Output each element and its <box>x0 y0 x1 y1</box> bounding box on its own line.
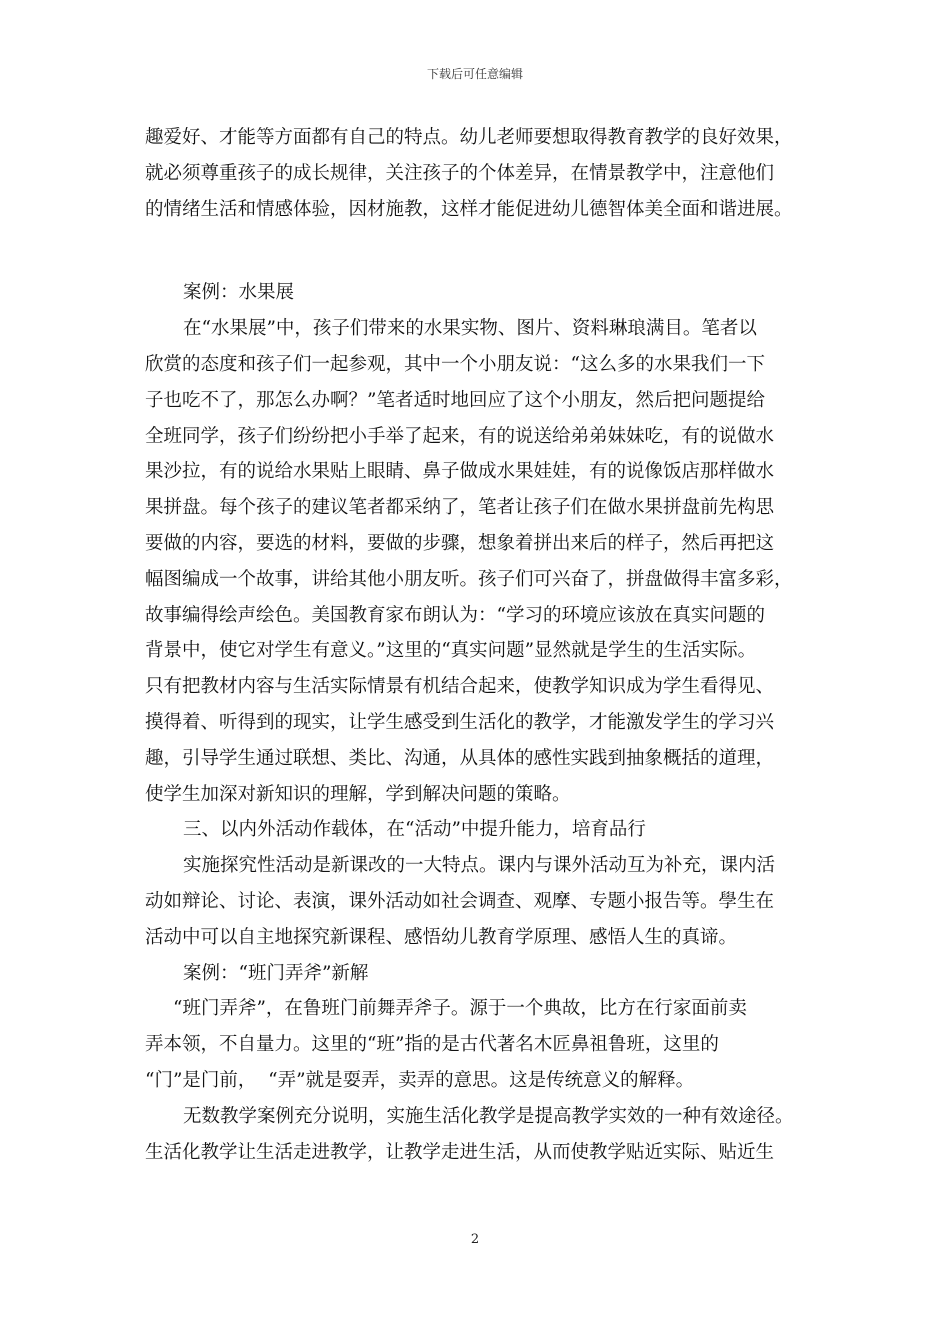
text-line: 生活化教学让生活走进教学，让教学走进生活，从而使教学贴近实际、贴近生 <box>145 1141 775 1163</box>
text-line: 趣，引导学生通过联想、类比、沟通，从具体的感性实践到抽象概括的道理， <box>145 747 775 769</box>
text-line: 故事编得绘声绘色。美国教育家布朗认为：“学习的环境应该放在真实问题的 <box>145 604 765 626</box>
section-heading-3: 三、以内外活动作载体，在“活动”中提升能力，培育品行 <box>183 819 646 841</box>
text-line: 欣赏的态度和孩子们一起参观，其中一个小朋友说：“这么多的水果我们一下 <box>145 353 765 375</box>
case-title-banmen-nongfu: 案例：“班门弄斧”新解 <box>183 962 369 984</box>
paragraph-5 <box>145 1099 809 1171</box>
text-line: 就必须尊重孩子的成长规律，关注孩子的个体差异，在情景教学中，注意他们 <box>145 162 775 184</box>
paragraph-1 <box>145 120 809 227</box>
text-line: 子也吃不了，那怎么办啊？”笔者适时地回应了这个小朋友，然后把问题提给 <box>145 389 765 411</box>
text-line: 无数教学案例充分说明，实施生活化教学是提高教学实效的一种有效途径。 <box>183 1105 794 1127</box>
paragraph-gap <box>145 227 809 275</box>
page-number: 2 <box>470 1232 480 1247</box>
text-line: “班门弄斧”，在鲁班门前舞弄斧子。源于一个典故，比方在行家面前卖 <box>173 998 747 1020</box>
text-line: 只有把教材内容与生活实际情景有机结合起来，使教学知识成为学生看得见、 <box>145 676 775 698</box>
paragraph-2 <box>145 311 809 812</box>
text-line: 活动中可以自主地探究新课程、感悟幼儿教育学原理、感悟人生的真谛。 <box>145 926 738 948</box>
text-line: 摸得着、听得到的现实，让学生感受到生活化的教学，才能激发学生的学习兴 <box>145 711 775 733</box>
text-line: 趣爱好、才能等方面都有自己的特点。幼儿老师要想取得教育教学的良好效果， <box>145 127 793 148</box>
text-line: 使学生加深对新知识的理解，学到解决问题的策略。 <box>145 783 571 805</box>
text-line: 幅图编成一个故事，讲给其他小朋友听。孩子们可兴奋了，拼盘做得丰富多彩， <box>145 568 793 590</box>
text-line: 弄本领，不自量力。这里的“班”指的是古代著名木匠鼻祖鲁班，这里的 <box>145 1034 719 1056</box>
case-title-fruit-show: 案例：水果展 <box>183 282 295 304</box>
paragraph-4 <box>145 991 809 1098</box>
text-line: 全班同学，孩子们纷纷把小手举了起来，有的说送给弟弟妹妹吃，有的说做水 <box>145 425 775 447</box>
text-line: 果沙拉，有的说给水果贴上眼睛、鼻子做成水果娃娃，有的说像饭店那样做水 <box>145 461 775 483</box>
paragraph-3 <box>145 848 809 955</box>
text-line: 动如辩论、讨论、表演，课外活动如社会调查、观摩、专题小报告等。學生在 <box>145 890 775 912</box>
document-body <box>145 120 809 1170</box>
text-line: 实施探究性活动是新课改的一大特点。课内与课外活动互为补充，课内活 <box>183 855 776 877</box>
text-line: 果拼盘。每个孩子的建议笔者都采纳了，笔者让孩子们在做水果拼盘前先构思 <box>145 497 775 519</box>
text-line: 在“水果展”中，孩子们带来的水果实物、图片、资料琳琅满目。笔者以 <box>183 318 757 340</box>
text-line: 背景中，使它对学生有意义。”这里的“真实问题”显然就是学生的生活实际。 <box>145 640 757 662</box>
text-line: 要做的内容，要选的材料，要做的步骤，想象着拼出来后的样子，然后再把这 <box>145 532 775 554</box>
page-header: 下载后可任意编辑 <box>426 67 523 81</box>
text-line: “门”是门前， “弄”就是耍弄，卖弄的意思。这是传统意义的解释。 <box>145 1069 695 1091</box>
text-line: 的情绪生活和情感体验，因材施教，这样才能促进幼儿德智体美全面和谐进展。 <box>145 198 793 220</box>
